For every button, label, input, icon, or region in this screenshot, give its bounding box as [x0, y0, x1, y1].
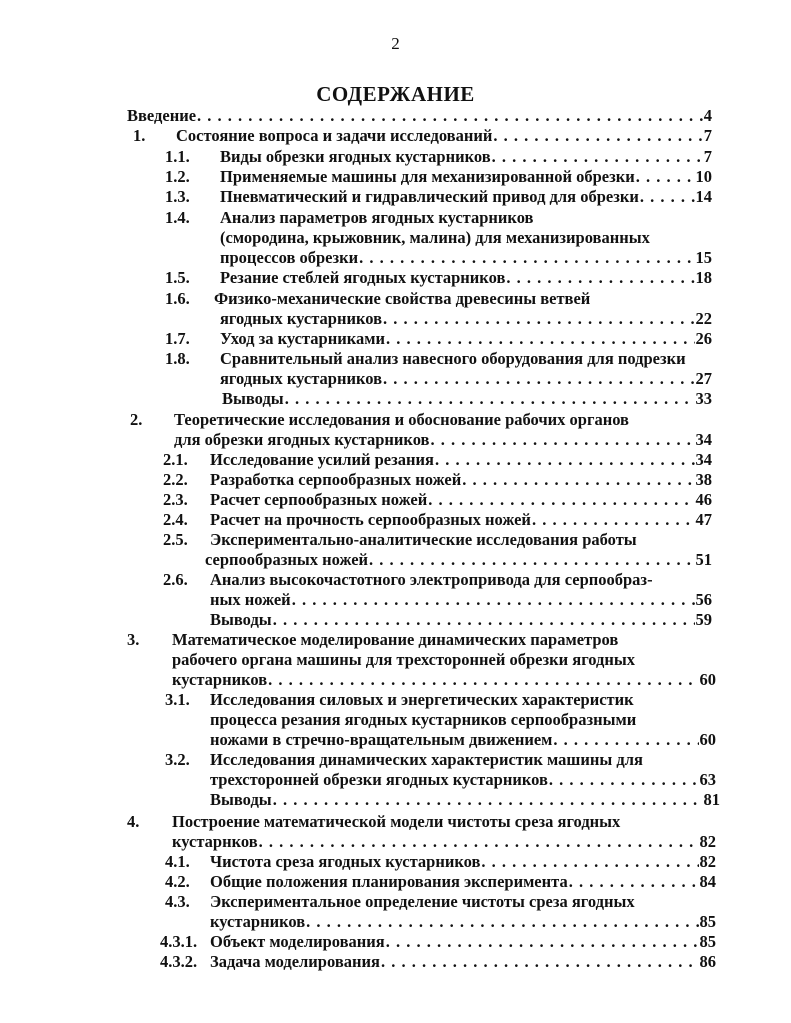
toc-label: Задача моделирования [210, 952, 380, 971]
toc-label-line: рабочего органа машины для трехсторонней обрезки ягодных [172, 650, 636, 669]
toc-label: серпообразных ножей [205, 550, 369, 569]
toc-entry-1-7 [0, 329, 791, 349]
dot-leader [549, 770, 699, 790]
toc-page: 47 [695, 510, 712, 529]
toc-page: 46 [695, 490, 712, 509]
toc-entry-1-6 [0, 289, 791, 309]
toc-label-line: Исследования силовых и энергетических характеристик [210, 690, 634, 709]
toc-number: 1.2. [165, 167, 190, 186]
toc-label: кустарнков [172, 832, 258, 851]
toc-label: ных ножей [210, 590, 291, 609]
toc-label: Уход за кустарниками [220, 329, 385, 348]
toc-label: Выводы [210, 790, 272, 809]
toc-entry-3-2 [0, 750, 791, 770]
toc-number: 3. [127, 630, 140, 649]
toc-label: кустарников [210, 912, 306, 931]
toc-number: 4.3.2. [160, 952, 198, 971]
toc-page: 7 [703, 147, 712, 166]
toc-number: 4.3.1. [160, 932, 198, 951]
toc-page: 7 [703, 126, 712, 145]
toc-number: 1.1. [165, 147, 190, 166]
toc-number: 1.6. [165, 289, 190, 308]
toc-number: 2.4. [163, 510, 188, 529]
dot-leader [493, 126, 702, 146]
toc-entry-3-conclusions [0, 790, 791, 810]
toc-number: 4. [127, 812, 140, 831]
toc-number: 1.3. [165, 187, 190, 206]
toc-page: 82 [699, 852, 716, 871]
toc-entry-2 [0, 410, 791, 430]
toc-page: 60 [699, 730, 716, 749]
toc-entry-2-2 [0, 470, 791, 490]
toc-label-line: (смородина, крыжовник, малина) для механизированных [220, 228, 650, 247]
dot-leader [383, 369, 694, 389]
toc-number: 1. [133, 126, 146, 145]
toc-label: Резание стеблей ягодных кустарников [220, 268, 506, 287]
toc-label-line: Анализ высокочастотного электропривода для серпообраз- [210, 570, 653, 589]
toc-label: ягодных кустарников [220, 369, 383, 388]
dot-leader [492, 147, 703, 167]
toc-label: Виды обрезки ягодных кустарников [220, 147, 491, 166]
toc-entry-1-8-end [0, 369, 791, 389]
toc-page: 10 [695, 167, 712, 186]
toc-label: ножами в стречно-вращательным движением [210, 730, 553, 749]
toc-number: 1.5. [165, 268, 190, 287]
dot-leader [273, 610, 695, 630]
toc-label-line: Построение математической модели чистоты среза ягодных [172, 812, 621, 831]
dot-leader [532, 510, 695, 530]
dot-leader [197, 106, 703, 126]
dot-leader [481, 852, 698, 872]
toc-page: 84 [699, 872, 716, 891]
toc-label: Выводы [222, 389, 284, 408]
toc-entry-1-4-cont [0, 228, 791, 248]
toc-page: 22 [695, 309, 712, 328]
toc-label: Введение [127, 106, 197, 125]
dot-leader [462, 470, 694, 490]
toc-entry-2-4 [0, 510, 791, 530]
toc-label-line: процесса резания ягодных кустарников серпообразными [210, 710, 637, 729]
toc-page: 59 [695, 610, 712, 629]
toc-label: процессов обрезки [220, 248, 359, 267]
dot-leader [285, 389, 695, 409]
toc-page: 15 [695, 248, 712, 267]
toc-entry-2-5-end [0, 550, 791, 570]
toc-label: кустарников [172, 670, 268, 689]
dot-leader [268, 670, 698, 690]
toc-entry-4-3-end [0, 912, 791, 932]
toc-entry-2-1 [0, 450, 791, 470]
dot-leader [640, 187, 695, 207]
toc-entry-1-4-end [0, 248, 791, 268]
dot-leader [430, 430, 694, 450]
toc-number: 1.8. [165, 349, 190, 368]
toc-entry-2-6-end [0, 590, 791, 610]
toc-number: 2.2. [163, 470, 188, 489]
toc-entry-2-5 [0, 530, 791, 550]
toc-label: Расчет серпообразных ножей [210, 490, 428, 509]
toc-number: 4.1. [165, 852, 190, 871]
toc-label: Объект моделирования [210, 932, 385, 951]
toc-page: 51 [695, 550, 712, 569]
toc-entry-3-1-end [0, 730, 791, 750]
toc-number: 4.3. [165, 892, 190, 911]
toc-entry-4-3 [0, 892, 791, 912]
toc-entry-4 [0, 812, 791, 832]
toc-number: 4.2. [165, 872, 190, 891]
toc-page: 18 [695, 268, 712, 287]
toc-entry-2-end [0, 430, 791, 450]
dot-leader [359, 248, 694, 268]
dot-leader [553, 730, 698, 750]
toc-entry-3-2-end [0, 770, 791, 790]
toc-label: ягодных кустарников [220, 309, 383, 328]
toc-entry-1 [0, 126, 791, 146]
toc-page: 85 [699, 912, 716, 931]
toc-page: 27 [695, 369, 712, 388]
dot-leader [273, 790, 703, 810]
toc-entry-1-2 [0, 167, 791, 187]
toc-page: 63 [699, 770, 716, 789]
toc-page: 33 [695, 389, 712, 408]
toc-entry-4-1 [0, 852, 791, 872]
toc-label-line: Теоретические исследования и обоснование рабочих органов [174, 410, 629, 429]
toc-label: трехсторонней обрезки ягодных кустарников [210, 770, 548, 789]
toc-entry-3-1-cont [0, 710, 791, 730]
toc-entry-3 [0, 630, 791, 650]
toc-label-line: Физико-механические свойства древесины ветвей [214, 289, 591, 308]
toc-number: 1.4. [165, 208, 190, 227]
toc-entry-1-5 [0, 268, 791, 288]
toc-label-line: Анализ параметров ягодных кустарников [220, 208, 534, 227]
dot-leader [428, 490, 694, 510]
toc-entry-4-3-2 [0, 952, 791, 972]
dot-leader [292, 590, 695, 610]
toc-label-line: Сравнительный анализ навесного оборудования для подрезки [220, 349, 686, 368]
toc-label: Состояние вопроса и задачи исследований [176, 126, 493, 145]
toc-page: 38 [695, 470, 712, 489]
toc-label: Выводы [210, 610, 272, 629]
toc-entry-1-3 [0, 187, 791, 207]
dot-leader [386, 932, 699, 952]
toc-page: 56 [695, 590, 712, 609]
toc-entry-2-conclusions [0, 610, 791, 630]
toc-label-line: Экспериментально-аналитические исследования работы [210, 530, 637, 549]
dot-leader [306, 912, 698, 932]
dot-leader [506, 268, 694, 288]
dot-leader [636, 167, 695, 187]
dot-leader [259, 832, 699, 852]
toc-page: 26 [695, 329, 712, 348]
toc-label: Разработка серпообразных ножей [210, 470, 462, 489]
toc-label-line: Исследования динамических характеристик машины для [210, 750, 643, 769]
toc-page: 86 [699, 952, 716, 971]
toc-entry-3-end [0, 670, 791, 690]
toc-number: 2.1. [163, 450, 188, 469]
toc-page: 82 [699, 832, 716, 851]
toc-number: 2.5. [163, 530, 188, 549]
dot-leader [381, 952, 699, 972]
toc-page: 34 [695, 450, 712, 469]
toc-label: Пневматический и гидравлический привод для обрезки [220, 187, 639, 206]
dot-leader [386, 329, 695, 349]
toc-label: Общие положения планирования эксперимента [210, 872, 568, 891]
toc-page: 81 [703, 790, 720, 809]
toc-entry-1-1 [0, 147, 791, 167]
toc-page: 85 [699, 932, 716, 951]
toc-entry-4-3-1 [0, 932, 791, 952]
page-number: 2 [391, 34, 400, 53]
toc-label: Чистота среза ягодных кустарников [210, 852, 481, 871]
contents-title: СОДЕРЖАНИЕ [316, 82, 475, 106]
toc-number: 2.3. [163, 490, 188, 509]
toc-label: для обрезки ягодных кустарников [174, 430, 430, 449]
toc-entry-intro [0, 106, 791, 126]
dot-leader [435, 450, 695, 470]
toc-entry-4-end [0, 832, 791, 852]
toc-page: 60 [699, 670, 716, 689]
toc-page: 34 [695, 430, 712, 449]
toc-label: Расчет на прочность серпообразных ножей [210, 510, 531, 529]
toc-entry-3-cont [0, 650, 791, 670]
toc-entry-1-8 [0, 349, 791, 369]
toc-entry-2-6 [0, 570, 791, 590]
toc-entry-2-3 [0, 490, 791, 510]
dot-leader [569, 872, 699, 892]
toc-label-line: Экспериментальное определение чистоты среза ягодных [210, 892, 635, 911]
toc-page: 4 [703, 106, 712, 125]
toc-entry-1-6-end [0, 309, 791, 329]
toc-label: Исследование усилий резания [210, 450, 434, 469]
dot-leader [369, 550, 694, 570]
toc-number: 3.1. [165, 690, 190, 709]
toc-entry-4-2 [0, 872, 791, 892]
dot-leader [383, 309, 694, 329]
toc-number: 3.2. [165, 750, 190, 769]
toc-number: 1.7. [165, 329, 190, 348]
toc-label-line: Математическое моделирование динамических параметров [172, 630, 619, 649]
toc-entry-3-1 [0, 690, 791, 710]
toc-entry-1-conclusions [0, 389, 791, 409]
toc-number: 2.6. [163, 570, 188, 589]
toc-page: 14 [695, 187, 712, 206]
toc-entry-1-4 [0, 208, 791, 228]
toc-number: 2. [130, 410, 143, 429]
toc-label: Применяемые машины для механизированной обрезки [220, 167, 635, 186]
